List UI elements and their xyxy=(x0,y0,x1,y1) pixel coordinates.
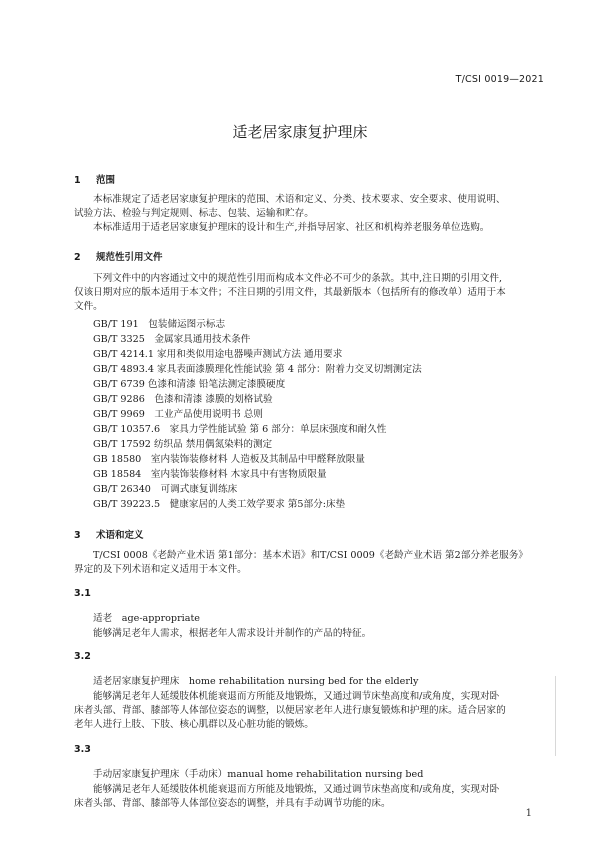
reference-item: GB/T 4214.1 家用和类似用途电器噪声测试方法 通用要求 xyxy=(93,349,343,360)
term-name: 适老 age-appropriate xyxy=(93,613,200,624)
section-heading-normative-references xyxy=(74,249,163,263)
reference-item: GB/T 191 包装储运图示标志 xyxy=(93,319,226,330)
reference-item: GB/T 10357.6 家具力学性能试验 第 6 部分：单层床强度和耐久性 xyxy=(93,424,387,435)
terms-intro-line-2: 界定的及下列术语和定义适用于本文件。 xyxy=(74,564,247,575)
section-title: 范围 xyxy=(96,175,116,186)
term-definition-line: 床者头部、背部、膝部等人体部位姿态的调整，以便居家老年人进行康复锻炼和护理的床。适合居家的 xyxy=(74,705,506,716)
page-number: 1 xyxy=(525,808,532,819)
margin-rule xyxy=(555,676,556,756)
scope-line-2: 试验方法、检验与判定规则、标志、包装、运输和贮存。 xyxy=(74,208,314,219)
reference-item: GB/T 9286 色漆和清漆 漆膜的划格试验 xyxy=(93,394,273,405)
term-definition-line: 老年人进行上肢、下肢、核心肌群以及心脏功能的锻炼。 xyxy=(74,719,314,730)
reference-item: GB/T 6739 色漆和清漆 铅笔法测定漆膜硬度 xyxy=(93,379,286,390)
section-title: 术语和定义 xyxy=(96,530,144,541)
term-number: 3.2 xyxy=(74,651,91,662)
section-number: 3 xyxy=(74,530,81,541)
section-title: 规范性引用文件 xyxy=(96,252,163,263)
refs-intro-line-2: 仅该日期对应的版本适用于本文件；不注日期的引用文件，其最新版本（包括所有的修改单）适用于本 xyxy=(74,287,506,298)
term-definition-line: 能够满足老年人延缓肢体机能衰退而方所能及地锻炼，又通过调节床垫高度和/或角度，实现对卧 xyxy=(93,784,500,795)
reference-item: GB/T 3325 金属家具通用技术条件 xyxy=(93,334,251,345)
reference-item: GB 18584 室内装饰装修材料 木家具中有害物质限量 xyxy=(93,469,327,480)
term-number: 3.1 xyxy=(74,588,91,599)
section-number: 1 xyxy=(74,175,81,186)
document-title: 适老居家康复护理床 xyxy=(232,123,368,141)
reference-item: GB/T 9969 工业产品使用说明书 总则 xyxy=(93,409,263,420)
scope-line-1: 本标准规定了适老居家康复护理床的范围、术语和定义、分类、技术要求、安全要求、使用说明、 xyxy=(93,194,506,205)
section-heading-terms xyxy=(74,527,144,541)
terms-intro-line-1: T/CSI 0008《老龄产业术语 第1部分：基本术语》和T/CSI 0009《老龄产业术语 第2部分养老服务》 xyxy=(93,550,528,561)
refs-intro-line-1: 下列文件中的内容通过文中的规范性引用而构成本文件必不可少的条款。其中,注日期的引用文件, xyxy=(93,273,503,284)
reference-item: GB/T 39223.5 健康家居的人类工效学要求 第5部分:床垫 xyxy=(93,499,346,510)
reference-item: GB 18580 室内装饰装修材料 人造板及其制品中甲醛释放限量 xyxy=(93,454,365,465)
reference-item: GB/T 4893.4 家具表面漆膜理化性能试验 第 4 部分：附着力交叉切割测定法 xyxy=(93,364,422,375)
standard-code: T/CSI 0019—2021 xyxy=(455,74,544,85)
term-name: 手动居家康复护理床（手动床）manual home rehabilitation nursing bed xyxy=(93,769,424,780)
reference-item: GB/T 17592 纺织品 禁用偶氮染料的测定 xyxy=(93,439,273,450)
term-definition-line: 床者头部、背部、膝部等人体部位姿态的调整，并具有手动调节功能的床。 xyxy=(74,798,391,809)
refs-intro-line-3: 文件。 xyxy=(74,301,103,312)
term-number: 3.3 xyxy=(74,744,91,755)
scope-line-3: 本标准适用于适老居家康复护理床的设计和生产,并指导居家、社区和机构养老服务单位选购。 xyxy=(93,222,490,233)
term-definition-line: 能够满足老年人需求，根据老年人需求设计并制作的产品的特征。 xyxy=(93,628,372,639)
reference-item: GB/T 26340 可调式康复训练床 xyxy=(93,484,238,495)
section-number: 2 xyxy=(74,252,81,263)
term-definition-line: 能够满足老年人延缓肢体机能衰退而方所能及地锻炼，又通过调节床垫高度和/或角度，实现对卧 xyxy=(93,691,500,702)
term-name: 适老居家康复护理床 home rehabilitation nursing bed for the elderly xyxy=(93,676,419,687)
section-heading-scope xyxy=(74,172,115,186)
